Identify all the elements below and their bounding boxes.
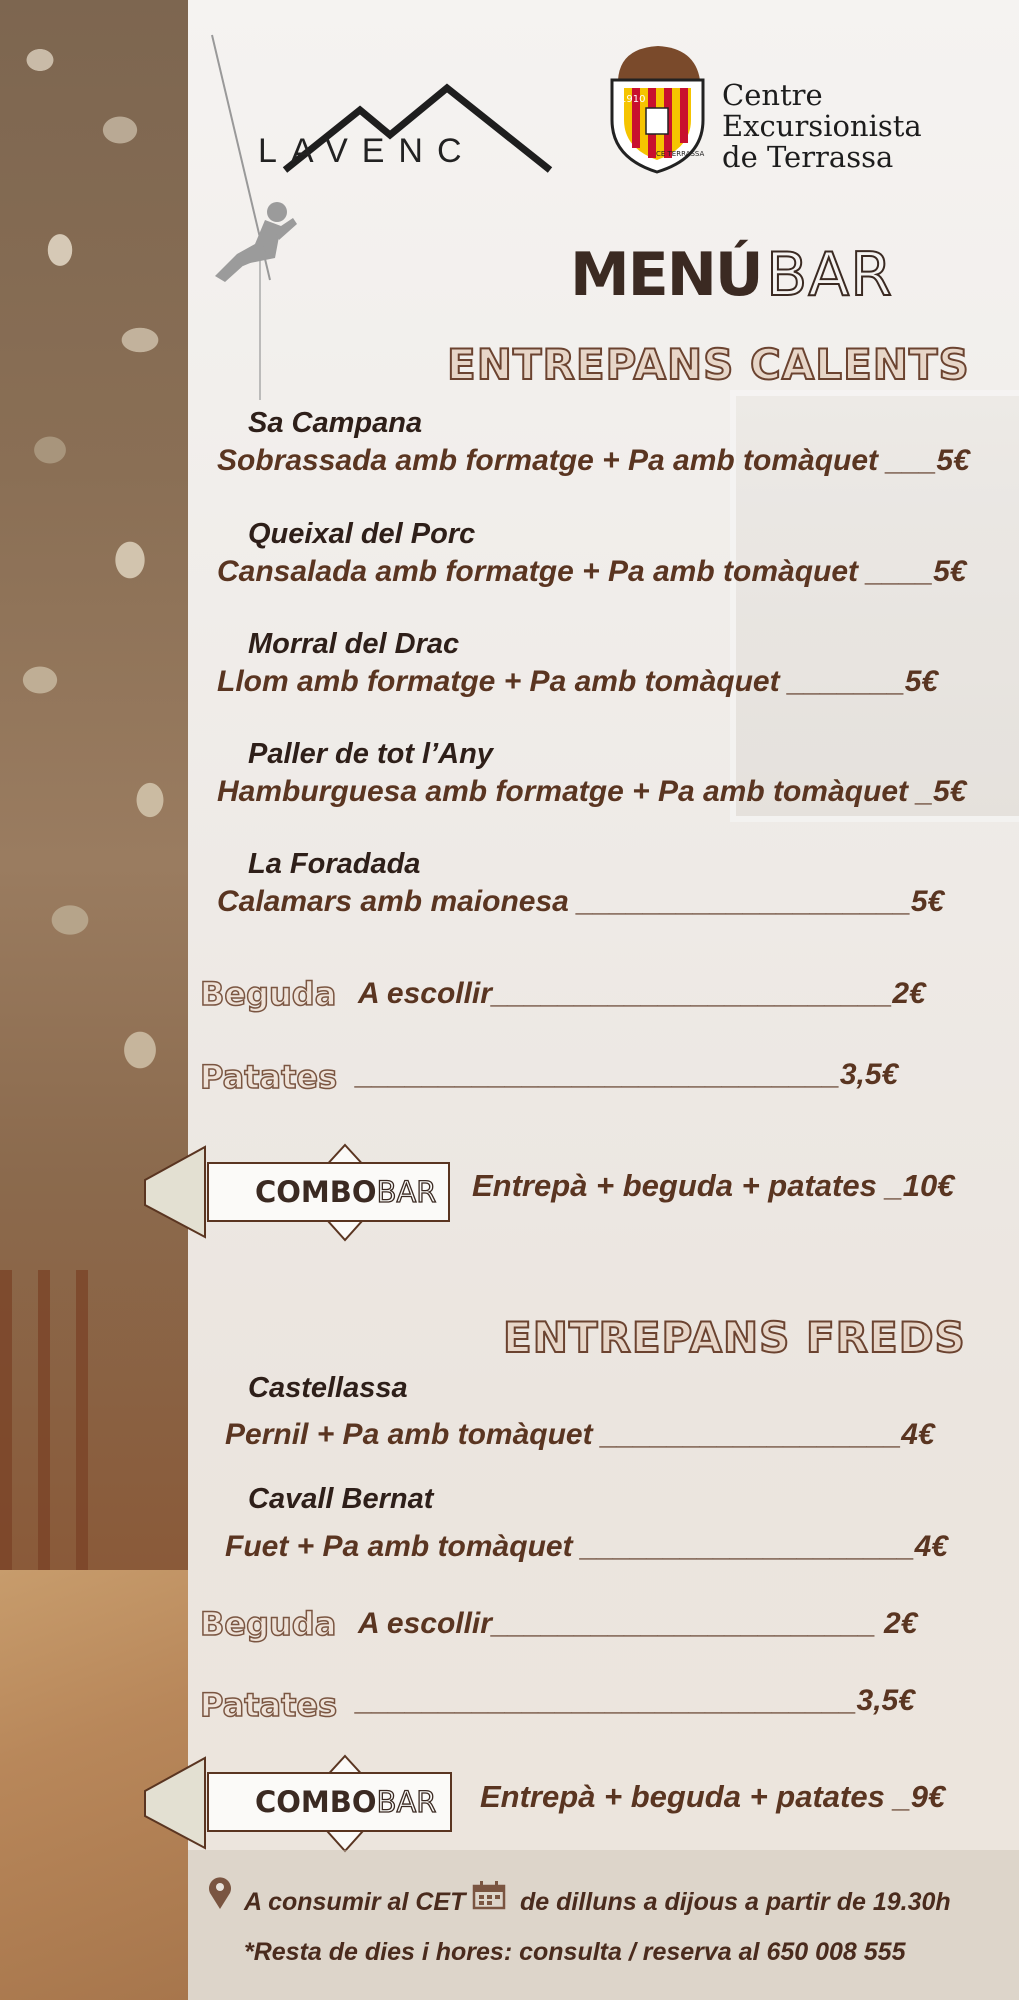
menu-item-line: Calamars amb maionesa ____________________5€ (217, 885, 945, 918)
combo-line: Entrepà + beguda + patates _9€ (480, 1779, 946, 1814)
chair-photo (0, 1270, 188, 1570)
menu-item-name: Queixal del Porc (248, 518, 476, 550)
menu-item-name: Morral del Drac (248, 628, 460, 660)
menu-item-line: Fuet + Pa amb tomàquet ____________________4€ (225, 1530, 948, 1563)
section-heading-hot: ENTREPANS CALENTS (447, 340, 970, 389)
location-pin-icon (207, 1875, 233, 1911)
club-name-line3: de Terrassa (722, 140, 894, 174)
menu-item-name: Paller de tot l’Any (248, 738, 493, 770)
footer-days: de dilluns a dijous a partir de 19.30h (520, 1888, 951, 1916)
menu-item-name: Sa Campana (248, 407, 423, 439)
menu-item-line: Sobrassada amb formatge + Pa amb tomàquet ___5€ (217, 444, 970, 477)
menu-item-name: Cavall Bernat (248, 1483, 434, 1515)
menu-item-name: Castellassa (248, 1372, 408, 1404)
menu-item-line: Cansalada amb formatge + Pa amb tomàquet ____5€ (217, 555, 967, 588)
drink-line: A escollir_______________________ 2€ (358, 1607, 918, 1640)
menu-item-line: Llom amb formatge + Pa amb tomàquet _______5€ (217, 665, 939, 698)
badge-ring-text: CE TERRASSA (656, 150, 705, 158)
badge-year: 1910 (620, 94, 646, 105)
combo-word: COMBO (255, 1785, 377, 1819)
footer-band (188, 1850, 1019, 2000)
drink-label: Beguda (200, 975, 337, 1013)
calendar-icon (472, 1880, 508, 1910)
club-name-line1: Centre (722, 78, 823, 112)
climber-icon (215, 202, 297, 282)
lavenc-logo-text: LAVENC (258, 132, 476, 170)
combo-badge (215, 1772, 452, 1832)
combo-word: COMBO (255, 1175, 377, 1209)
club-name (722, 80, 922, 173)
section-heading-cold: ENTREPANS FREDS (503, 1313, 966, 1362)
page-title (570, 240, 893, 310)
club-name-line2: Excursionista (722, 109, 922, 143)
combo-line: Entrepà + beguda + patates _10€ (472, 1168, 955, 1203)
combo-badge (215, 1162, 450, 1222)
fries-label: Patates (200, 1058, 338, 1096)
combo-bar-word: BAR (376, 1785, 437, 1819)
fries-line: ______________________________3,5€ (356, 1684, 915, 1717)
footer-place: A consumir al CET (244, 1888, 466, 1916)
menu-item-name: La Foradada (248, 848, 421, 880)
combo-box (207, 1162, 450, 1222)
combo-box (207, 1772, 452, 1832)
menu-item-line: Hamburguesa amb formatge + Pa amb tomàquet _5€ (217, 775, 967, 808)
cet-badge-icon (600, 40, 715, 175)
drink-line: A escollir________________________2€ (358, 977, 926, 1010)
footer-note: *Resta de dies i hores: consulta / reserva al 650 008 555 (244, 1938, 906, 1966)
drink-label: Beguda (200, 1605, 337, 1643)
fries-label: Patates (200, 1686, 338, 1724)
title-bar: BAR (766, 240, 893, 310)
combo-bar-word: BAR (376, 1175, 437, 1209)
title-menu: MENÚ (570, 240, 762, 310)
menu-item-line: Pernil + Pa amb tomàquet __________________4€ (225, 1418, 935, 1451)
fries-line: _____________________________3,5€ (356, 1058, 899, 1091)
